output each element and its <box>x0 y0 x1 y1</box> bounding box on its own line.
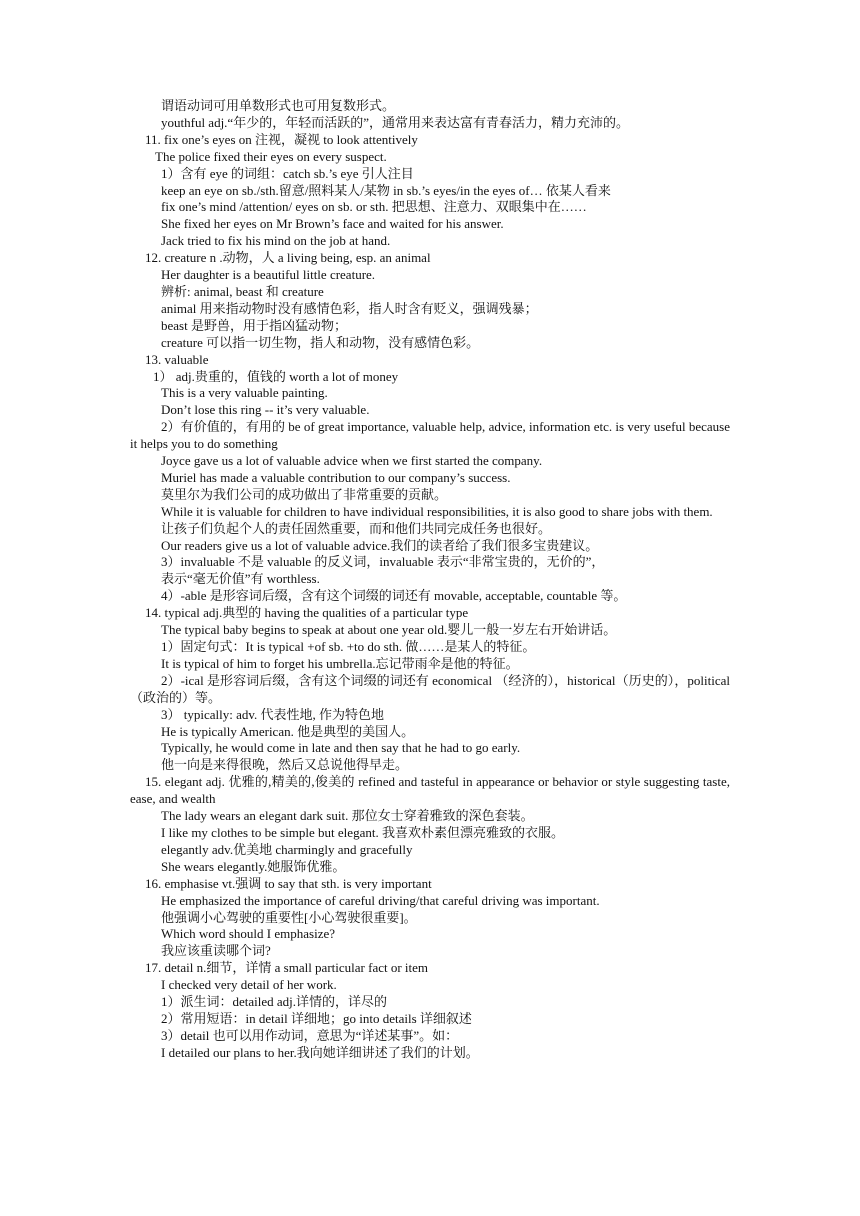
text-line: 让孩子们负起个人的责任固然重要，而和他们共同完成任务也很好。 <box>161 520 552 536</box>
text-line: He is typically American. 他是典型的美国人。 <box>161 723 415 739</box>
text-line: 2）常用短语：in detail 详细地；go into details 详细叙述 <box>161 1010 472 1026</box>
text-line: The lady wears an elegant dark suit. 那位女士穿着雅致的深色套装。 <box>161 808 534 824</box>
text-line: creature 可以指一切生物，指人和动物，没有感情色彩。 <box>161 334 480 350</box>
text-line: 他强调小心驾驶的重要性[小心驾驶很重要]。 <box>161 909 417 925</box>
text-line: 2）有价值的，有用的 be of great importance, valuable help, advice, information etc. is very useful because it helps you to do something <box>130 419 730 452</box>
text-line: Don’t lose this ring -- it’s very valuable. <box>161 402 370 418</box>
text-line: This is a very valuable painting. <box>161 385 328 401</box>
text-line: It is typical of him to forget his umbrella.忘记带雨伞是他的特征。 <box>161 655 519 671</box>
text-line: 4）-able 是形容词后缀，含有这个词缀的词还有 movable, acceptable, countable 等。 <box>161 588 627 604</box>
text-line: 1） adj.贵重的，值钱的 worth a lot of money <box>153 368 399 384</box>
text-line: Jack tried to fix his mind on the job at hand. <box>161 233 391 249</box>
text-line: 3）detail 也可以用作动词，意思为“详述某事”。如： <box>161 1027 459 1043</box>
text-line: The typical baby begins to speak at about one year old.婴儿一般一岁左右开始讲话。 <box>161 622 617 638</box>
text-line: 13. valuable <box>145 351 209 367</box>
text-line: youthful adj.“年少的，年轻而活跃的”，通常用来表达富有青春活力，精力充沛的。 <box>161 114 629 130</box>
text-line: Her daughter is a beautiful little creature. <box>161 267 376 283</box>
text-line: 3）invaluable 不是 valuable 的反义词，invaluable 表示“非常宝贵的，无价的”， <box>161 554 605 570</box>
text-line: keep an eye on sb./sth.留意/照料某人/某物 in sb.’s eyes/in the eyes of… 依某人看来 <box>161 182 611 198</box>
text-line: She fixed her eyes on Mr Brown’s face and waited for his answer. <box>161 216 504 232</box>
text-line: 辨析: animal, beast 和 creature <box>161 283 324 299</box>
text-line: Joyce gave us a lot of valuable advice when we first started the company. <box>161 453 543 469</box>
text-line: 2）-ical 是形容词后缀，含有这个词缀的词还有 economical （经济的），historical（历史的），political（政治的）等。 <box>130 672 730 705</box>
text-line: She wears elegantly.她服饰优雅。 <box>161 858 346 874</box>
text-line: Which word should I emphasize? <box>161 926 336 942</box>
text-line: beast 是野兽，用于指凶猛动物； <box>161 317 347 333</box>
text-line: elegantly adv.优美地 charmingly and gracefully <box>161 841 413 857</box>
text-line: 表示“毫无价值”有 worthless. <box>161 571 320 587</box>
text-line: I like my clothes to be simple but elegant. 我喜欢朴素但漂亮雅致的衣服。 <box>161 824 564 840</box>
text-line: 12. creature n .动物，人 a living being, esp. an animal <box>145 250 431 266</box>
text-line: animal 用来指动物时没有感情色彩，指人时含有贬义，强调残暴； <box>161 300 538 316</box>
text-line: 谓语动词可用单数形式也可用复数形式。 <box>161 98 396 113</box>
text-line: 1）固定句式：It is typical +of sb. +to do sth. 做……是某人的特征。 <box>161 639 536 654</box>
text-line: fix one’s mind /attention/ eyes on sb. or sth. 把思想、注意力、双眼集中在…… <box>161 199 587 215</box>
text-line: 14. typical adj.典型的 having the qualities of a particular type <box>145 605 469 621</box>
document-body <box>0 98 860 1062</box>
text-line: I detailed our plans to her.我向她详细讲述了我们的计划。 <box>161 1044 479 1060</box>
text-line: While it is valuable for children to have individual responsibilities, it is also good to share jobs with them. <box>161 503 713 519</box>
text-line: I checked very detail of her work. <box>161 977 337 993</box>
text-line: 16. emphasise vt.强调 to say that sth. is very important <box>145 875 432 891</box>
text-line: He emphasized the importance of careful driving/that careful driving was important. <box>161 892 600 908</box>
text-line: The police fixed their eyes on every suspect. <box>155 148 387 164</box>
text-line: 3） typically: adv. 代表性地, 作为特色地 <box>161 706 385 722</box>
text-line: 1）派生词：detailed adj.详情的，详尽的 <box>161 994 388 1010</box>
text-line: 1）含有 eye 的词组：catch sb.’s eye 引人注目 <box>161 165 414 181</box>
text-line: 11. fix one’s eyes on 注视，凝视 to look attentively <box>145 131 418 147</box>
text-line: 15. elegant adj. 优雅的,精美的,俊美的 refined and tasteful in appearance or behavior or style suggesting taste, ease, and wealth <box>130 774 730 807</box>
text-line: 他一向是来得很晚，然后又总说他得早走。 <box>161 757 409 773</box>
text-line: 17. detail n.细节，详情 a small particular fact or item <box>145 960 429 976</box>
text-line: Our readers give us a lot of valuable advice.我们的读者给了我们很多宝贵建议。 <box>161 537 599 553</box>
text-line: Muriel has made a valuable contribution to our company’s success. <box>161 469 511 485</box>
text-line: 莫里尔为我们公司的成功做出了非常重要的贡献。 <box>161 486 448 502</box>
text-line: 我应该重读哪个词? <box>161 943 271 959</box>
text-line: Typically, he would come in late and then say that he had to go early. <box>161 740 521 756</box>
